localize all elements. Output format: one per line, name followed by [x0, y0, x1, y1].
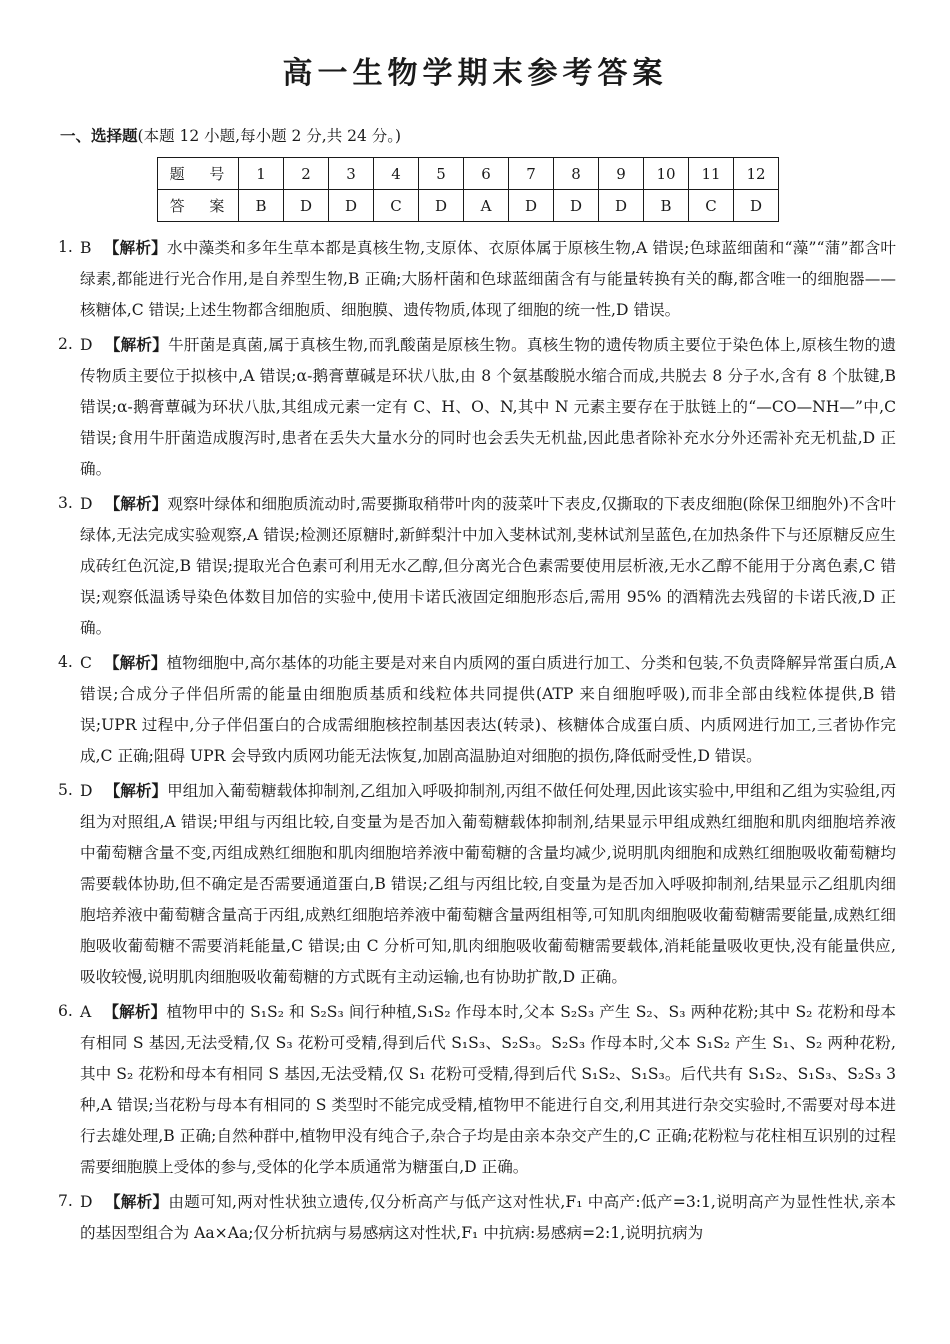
question-number: 2 — [284, 158, 329, 190]
explanation-list — [58, 232, 896, 1252]
answer-cell: C — [374, 190, 419, 222]
item-answer: A — [80, 1003, 92, 1021]
question-number: 3 — [329, 158, 374, 190]
explanation-item — [58, 775, 896, 993]
analysis-tag: 【解析】 — [103, 653, 167, 672]
item-answer: D — [80, 336, 93, 354]
answer-cell: A — [464, 190, 509, 222]
question-number: 9 — [599, 158, 644, 190]
answer-cell: D — [509, 190, 554, 222]
question-number: 12 — [734, 158, 779, 190]
question-number: 5 — [419, 158, 464, 190]
item-text: 观察叶绿体和细胞质流动时,需要撕取稍带叶肉的菠菜叶下表皮,仅撕取的下表皮细胞(除保卫细胞外)不含叶绿体,无法完成实验观察,A 错误;检测还原糖时,新鲜梨汁中加入斐林试剂,斐林试剂呈蓝色,在加热条件下与还原糖反应生成砖红色沉淀,B 错误;提取光合色素可利用无水乙醇,但分离光合色素需要使用层析液,无水乙醇不能用于分离色素,C 错误;观察低温诱导染色体数目加倍的实验中,使用卡诺氏液固定细胞形态后,需用 95% 的酒精洗去残留的卡诺氏液,D 正确。 — [80, 495, 896, 637]
item-text: 植物细胞中,高尔基体的功能主要是对来自内质网的蛋白质进行加工、分类和包装,不负责降解异常蛋白质,A 错误;合成分子伴侣所需的能量由细胞质基质和线粒体共同提供(ATP 来自细胞呼吸),而非全部由线粒体提供,B 错误;UPR 过程中,分子伴侣蛋白的合成需细胞核控制基因表达(转录)、核糖体合成蛋白质、内质网进行加工,三者协作完成,C 正确;阻碍 UPR 会导致内质网功能无法恢复,加剧高温胁迫对细胞的损伤,降低耐受性,D 错误。 — [80, 654, 896, 765]
answer-cell: B — [239, 190, 284, 222]
question-number: 7 — [509, 158, 554, 190]
explanation-item — [58, 647, 896, 772]
answer-cell: B — [644, 190, 689, 222]
analysis-tag: 【解析】 — [103, 1002, 167, 1021]
item-text: 甲组加入葡萄糖载体抑制剂,乙组加入呼吸抑制剂,丙组不做任何处理,因此该实验中,甲组和乙组为实验组,丙组为对照组,A 错误;甲组与丙组比较,自变量为是否加入葡萄糖载体抑制剂,结果显示甲组成熟红细胞和肌肉细胞培养液中葡萄糖含量不变,丙组成熟红细胞和肌肉细胞培养液中葡萄糖的含量均减少,说明肌肉细胞和成熟红细胞吸收葡萄糖均需要载体协助,但不确定是否需要通道蛋白,B 错误;乙组与丙组比较,自变量为是否加入呼吸抑制剂,结果显示乙组肌肉细胞培养液中葡萄糖含量高于丙组,成熟红细胞培养液中葡萄糖含量两组相等,可知肌肉细胞吸收葡萄糖需要能量,成熟红细胞吸收葡萄糖不需要消耗能量,C 错误;由 C 分析可知,肌肉细胞吸收葡萄糖需要载体,消耗能量吸收更快,没有能量供应,吸收较慢,说明肌肉细胞吸收葡萄糖的方式既有主动运输,也有协助扩散,D 正确。 — [80, 782, 896, 986]
item-answer: B — [80, 239, 92, 257]
item-number: 3. — [58, 494, 73, 512]
answer-cell: D — [734, 190, 779, 222]
item-text: 由题可知,两对性状独立遗传,仅分析高产与低产这对性状,F₁ 中高产:低产=3:1,说明高产为显性性状,亲本的基因型组合为 Aa×Aa;仅分析抗病与易感病这对性状,F₁ 中抗病:易感病=2:1,说明抗病为 — [80, 1193, 896, 1242]
answer-table — [157, 157, 779, 222]
item-number: 7. — [58, 1192, 73, 1210]
explanation-item — [58, 329, 896, 485]
item-text: 植物甲中的 S₁S₂ 和 S₂S₃ 间行种植,S₁S₂ 作母本时,父本 S₂S₃ 产生 S₂、S₃ 两种花粉;其中 S₂ 花粉和母本有相同 S 基因,无法受精,仅 S₃ 花粉可受精,得到后代 S₁S₃、S₂S₃。S₂S₃ 作母本时,父本 S₁S₂ 产生 S₁、S₂ 两种花粉,其中 S₂ 花粉和母本有相同 S 基因,无法受精,仅 S₁ 花粉可受精,得到后代 S₁S₂、S₁S₃。后代共有 S₁S₂、S₁S₃、S₂S₃ 3 种,A 错误;当花粉与母本有相同的 S 类型时不能完成受精,植物甲不能进行自交,利用其进行杂交实验时,不需要对母本进行去雄处理,B 正确;自然种群中,植物甲没有纯合子,杂合子均是由亲本杂交产生的,C 正确;花粉粒与花柱相互识别的过程需要细胞膜上受体的参与,受体的化学本质通常为糖蛋白,D 正确。 — [80, 1003, 896, 1176]
item-answer: D — [80, 495, 93, 513]
section-note: (本题 12 小题,每小题 2 分,共 24 分。) — [137, 127, 402, 145]
explanation-item — [58, 232, 896, 326]
item-answer: C — [80, 654, 92, 672]
number-row-label: 题 号 — [158, 158, 239, 190]
explanation-item — [58, 1186, 896, 1249]
item-number: 5. — [58, 781, 73, 799]
answer-cell: D — [599, 190, 644, 222]
explanation-item — [58, 996, 896, 1183]
item-text: 水中藻类和多年生草本都是真核生物,支原体、衣原体属于原核生物,A 错误;色球蓝细菌和“藻”“蒲”都含叶绿素,都能进行光合作用,是自养型生物,B 正确;大肠杆菌和色球蓝细菌含有与能量转换有关的酶,都含唯一的细胞器——核糖体,C 错误;上述生物都含细胞质、细胞膜、遗传物质,体现了细胞的统一性,D 错误。 — [80, 239, 896, 319]
answer-table-number-row — [158, 158, 779, 190]
explanation-item — [58, 488, 896, 644]
analysis-tag: 【解析】 — [104, 335, 169, 354]
answer-table-answer-row — [158, 190, 779, 222]
item-number: 4. — [58, 653, 73, 671]
analysis-tag: 【解析】 — [104, 781, 168, 800]
analysis-tag: 【解析】 — [103, 238, 167, 257]
answer-cell: C — [689, 190, 734, 222]
page-title: 高一生物学期末参考答案 — [282, 56, 668, 91]
question-number: 11 — [689, 158, 734, 190]
question-number: 8 — [554, 158, 599, 190]
item-answer: D — [80, 1193, 93, 1211]
question-number: 4 — [374, 158, 419, 190]
question-number: 10 — [644, 158, 689, 190]
question-number: 6 — [464, 158, 509, 190]
section-title: 一、选择题 — [60, 126, 138, 145]
answer-cell: D — [554, 190, 599, 222]
answer-cell: D — [284, 190, 329, 222]
answer-cell: D — [329, 190, 374, 222]
answer-cell: D — [419, 190, 464, 222]
question-number: 1 — [239, 158, 284, 190]
item-answer: D — [80, 782, 93, 800]
item-number: 1. — [58, 238, 73, 256]
analysis-tag: 【解析】 — [104, 1192, 169, 1211]
answer-row-label: 答 案 — [158, 190, 239, 222]
section-heading — [60, 124, 401, 146]
item-number: 6. — [58, 1002, 73, 1020]
item-text: 牛肝菌是真菌,属于真核生物,而乳酸菌是原核生物。真核生物的遗传物质主要位于染色体上,原核生物的遗传物质主要位于拟核中,A 错误;α-鹅膏蕈碱是环状八肽,由 8 个氨基酸脱水缩合而成,共脱去 8 分子水,含有 8 个肽键,B 错误;α-鹅膏蕈碱为环状八肽,其组成元素一定有 C、H、O、N,其中 N 元素主要存在于肽链上的“—CO—NH—”中,C 错误;食用牛肝菌造成腹泻时,患者在丢失大量水分的同时也会丢失无机盐,因此患者除补充水分外还需补充无机盐,D 正确。 — [80, 336, 896, 478]
item-number: 2. — [58, 335, 73, 353]
analysis-tag: 【解析】 — [104, 494, 168, 513]
